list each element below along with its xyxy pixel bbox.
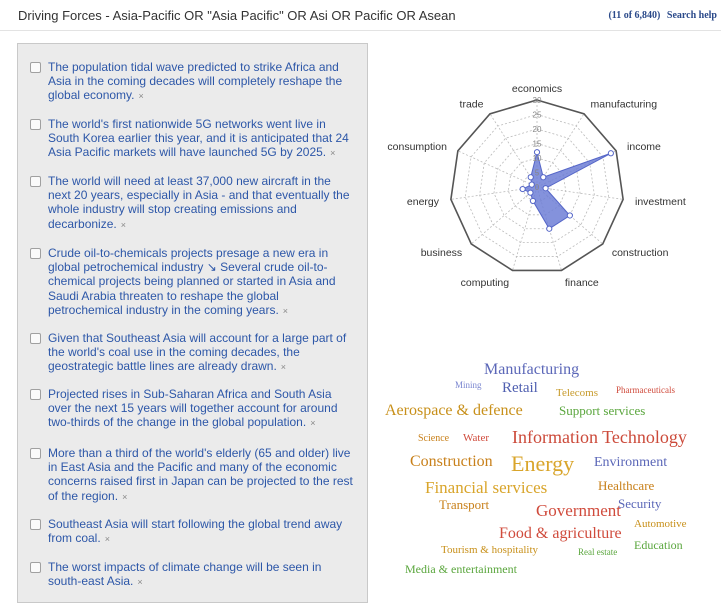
cloud-word[interactable]: Energy <box>511 451 575 476</box>
item-label: More than a third of the world's elderly (65 and older) live in East Asia and the Pacific and many of the economic concerns raised first in Japan can be projected to the rest of the region. <box>48 446 353 503</box>
radar-data-point <box>528 190 533 195</box>
item-checkbox[interactable] <box>30 562 41 573</box>
cloud-word[interactable]: Water <box>463 432 489 444</box>
radar-axis-label: economics <box>511 83 563 95</box>
item-checkbox[interactable] <box>30 389 41 400</box>
item-text[interactable] <box>48 174 356 232</box>
radar-axis-label: energy <box>406 196 440 209</box>
cloud-word[interactable]: Information Technology <box>512 427 687 447</box>
remove-icon[interactable]: × <box>282 305 289 316</box>
item-label: The world will need at least 37,000 new aircraft in the next 20 years, especially in Asia - and that eventually the whole industry will stop creating emissions and decarbonize. <box>48 174 350 231</box>
item-label: The worst impacts of climate change will be seen in south-east Asia. <box>48 560 322 589</box>
cloud-word[interactable]: Government <box>536 501 621 520</box>
cloud-word[interactable]: Retail <box>502 380 538 396</box>
radar-tick-label: 20 <box>532 125 542 134</box>
radar-tick-label: 0 <box>534 183 540 192</box>
radar-spoke <box>471 187 537 244</box>
remove-icon[interactable]: × <box>122 491 128 502</box>
radar-data-point <box>547 226 552 231</box>
item-checkbox[interactable] <box>30 333 41 344</box>
remove-icon[interactable]: × <box>138 91 144 102</box>
radar-data-point <box>530 198 535 203</box>
item-text[interactable] <box>48 60 356 104</box>
radar-axis-label: manufacturing <box>590 98 658 111</box>
item-label: The population tidal wave predicted to strike Africa and Asia in the coming decades will completely reshape the global economy. <box>48 60 343 103</box>
search-help-link[interactable]: Search help <box>666 10 717 21</box>
cloud-word[interactable]: Food & agriculture <box>499 525 622 542</box>
cloud-word[interactable]: Telecoms <box>556 387 598 399</box>
item-text[interactable] <box>48 560 356 589</box>
item-text[interactable] <box>48 517 356 546</box>
cloud-word[interactable]: Healthcare <box>598 478 655 493</box>
radar-tick-label: 5 <box>534 168 540 178</box>
radar-axis-label: computing <box>460 276 510 289</box>
item-label: Crude oil-to-chemicals projects presage a new era in global petrochemical industry ↘ Several crude oil-to-chemical projects being planned or started in Asia and Saudi Arabia threaten to reshape the global petrochemical industry in the coming years. <box>48 246 336 317</box>
cloud-word[interactable]: Support services <box>559 403 646 418</box>
cloud-word[interactable]: Education <box>634 538 683 552</box>
cloud-word[interactable]: Tourism & hospitality <box>441 544 539 556</box>
remove-icon[interactable]: × <box>137 577 143 588</box>
item-checkbox[interactable] <box>30 62 41 73</box>
item-checkbox[interactable] <box>30 248 41 259</box>
remove-icon[interactable]: × <box>280 362 287 373</box>
driving-forces-list <box>17 43 368 603</box>
cloud-word[interactable]: Real estate <box>578 547 618 557</box>
cloud-word[interactable]: Transport <box>439 497 490 512</box>
item-checkbox[interactable] <box>30 448 41 459</box>
driving-forces-radar-chart <box>385 75 705 295</box>
item-label: Projected rises in Sub-Saharan Africa and South Asia over the next 15 years will together account for around two-thirds of the change in the global population. <box>48 387 338 430</box>
remove-icon[interactable]: × <box>120 219 126 230</box>
item-checkbox[interactable] <box>30 176 41 187</box>
radar-axis-label: trade <box>459 98 484 111</box>
radar-data-point <box>541 175 546 180</box>
cloud-word[interactable]: Mining <box>455 380 482 390</box>
item-label: Given that Southeast Asia will account for a large part of the world's coal use in the coming decades, the geostrategic battle lines are already drawn. <box>48 331 347 374</box>
pager <box>608 10 717 21</box>
radar-data-point <box>567 213 572 218</box>
item-checkbox[interactable] <box>30 119 41 130</box>
remove-icon[interactable]: × <box>310 418 316 429</box>
cloud-word[interactable]: Pharmaceuticals <box>616 385 675 395</box>
cloud-word[interactable]: Aerospace & defence <box>385 402 523 419</box>
radar-axis-label: finance <box>564 276 599 289</box>
item-checkbox[interactable] <box>30 519 41 530</box>
radar-data-point <box>529 182 534 187</box>
radar-data-point <box>528 175 533 180</box>
radar-tick-label: 25 <box>532 110 542 120</box>
cloud-word[interactable]: Media & entertainment <box>405 562 517 576</box>
cloud-word[interactable]: Financial services <box>425 478 548 497</box>
radar-tick-label: 15 <box>532 139 542 149</box>
cloud-word[interactable]: Science <box>418 433 450 444</box>
remove-icon[interactable]: × <box>104 534 110 545</box>
cloud-word[interactable]: Construction <box>410 453 493 470</box>
radar-axis-label: construction <box>611 246 669 259</box>
item-label: The world's first nationwide 5G networks went live in South Korea earlier this year, and it is anticipated that 24 Asia Pacific markets will have launched 5G by 2025. <box>48 117 349 160</box>
remove-icon[interactable]: × <box>330 148 336 159</box>
result-count: (11 of 6,840) <box>608 10 661 21</box>
page-title: Driving Forces - Asia-Pacific OR "Asia Pacific" OR Asi OR Pacific OR Asean <box>18 8 456 23</box>
item-label: Southeast Asia will start following the global trend away from coal. <box>48 517 343 546</box>
radar-data-point <box>520 186 525 191</box>
item-text[interactable] <box>48 246 356 318</box>
item-text[interactable] <box>48 117 356 161</box>
radar-axis-label: consumption <box>387 140 447 153</box>
item-text[interactable] <box>48 387 356 431</box>
item-text[interactable] <box>48 331 356 375</box>
radar-tick-label: 30 <box>532 96 542 105</box>
sector-word-cloud <box>378 352 721 592</box>
cloud-word[interactable]: Environment <box>594 455 668 470</box>
cloud-word[interactable]: Security <box>618 496 662 511</box>
cloud-word[interactable]: Automotive <box>634 518 687 530</box>
page-header <box>0 0 721 31</box>
radar-axis-label: investment <box>634 196 686 209</box>
radar-tick-label: 10 <box>532 154 542 163</box>
radar-axis-label: income <box>627 140 661 153</box>
item-text[interactable] <box>48 446 356 504</box>
cloud-word[interactable]: Manufacturing <box>484 361 580 378</box>
radar-data-point <box>543 186 548 191</box>
radar-data-point <box>608 151 613 156</box>
radar-axis-label: business <box>420 246 463 259</box>
